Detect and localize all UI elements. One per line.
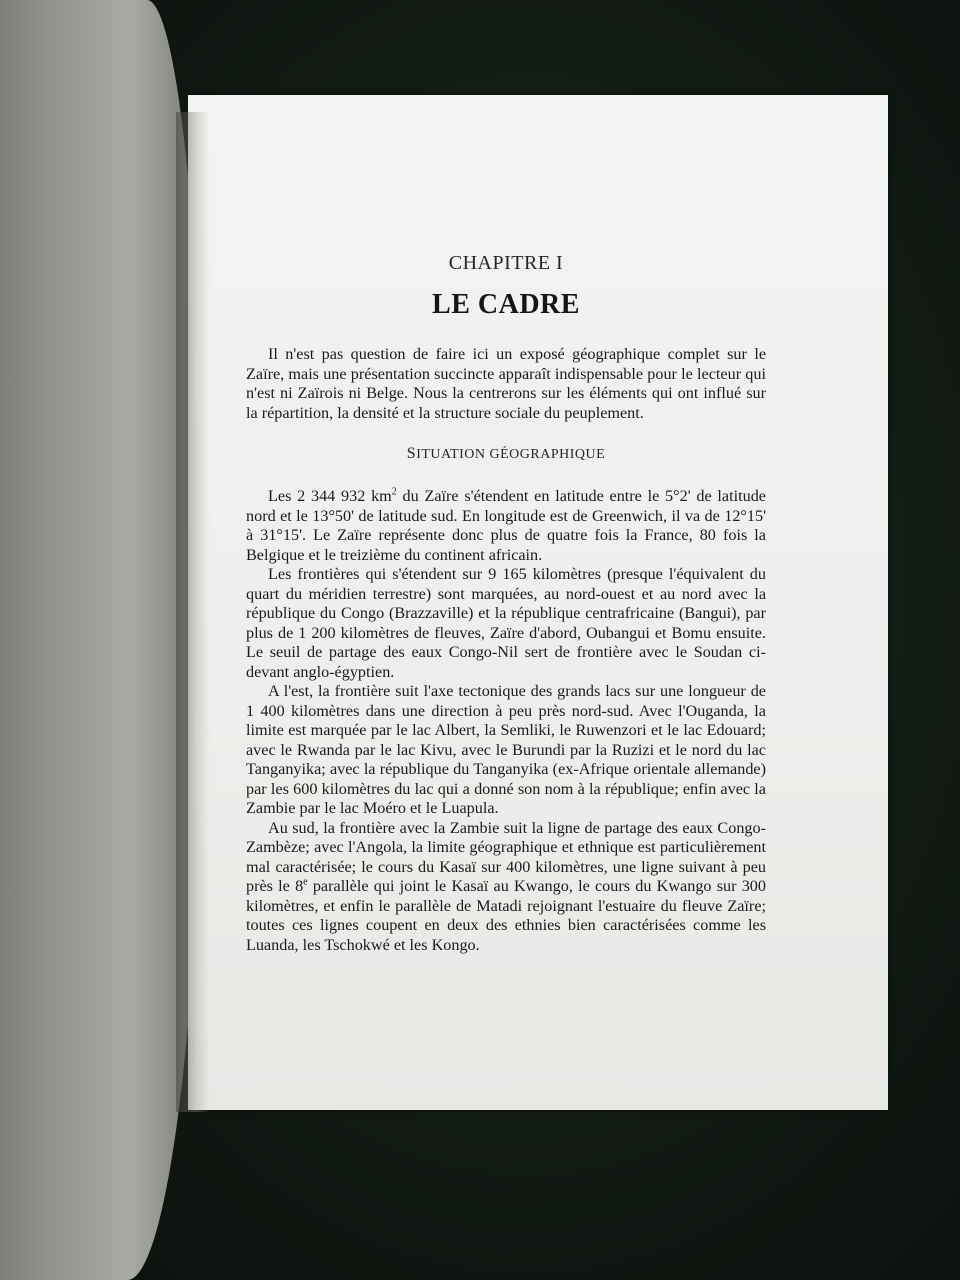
intro-paragraph: Il n'est pas question de faire ici un exposé géographique complet sur le Zaïre, mais une présentation succincte apparaît indispensable pour le lecteur qui n'est ni Zaïrois ni Belge. Nous la centrerons sur les éléments qui ont influé sur la répartition, la densité et la structure sociale du peuplement. (246, 345, 766, 422)
chapter-label: CHAPITRE I (448, 252, 564, 274)
book-gutter-shadow (176, 112, 210, 1112)
paragraph-borders-north: Les frontières qui s'étendent sur 9 165 kilomètres (presque l'équivalent du quart du méridien terrestre) sont marquées, au nord-ouest et au nord avec la république du Congo (Brazzaville) et la république centrafricaine (Bangui), par plus de 1 200 kilomètres de fleuves, Zaïre d'abord, Oubangui et Bomu ensuite. Le seuil de partage des eaux Congo-Nil sert de frontière avec le Soudan ci-devant anglo-égyptien. (246, 565, 766, 681)
paragraph-borders-south-superscript: e (303, 876, 308, 888)
paragraph-borders-south (246, 819, 766, 956)
paragraph-borders-south-end: parallèle qui joint le Kasaï au Kwango, le cours du Kwango sur 300 kilomètres, et enfin le parallèle de Matadi rejoignant l'estuaire du fleuve Zaïre; toutes ces lignes coupent en deux des ethnies bien caractérisées comme les Luanda, les Tschokwé et les Kongo. (246, 877, 766, 954)
paragraph-area (246, 487, 766, 565)
paragraph-area-end: du Zaïre s'étendent en latitude entre le 5°2' de latitude nord et le 13°50' de latitude sud. En longitude est de Greenwich, il va de 12°15' à 31°15'. Le Zaïre représente donc plus de quatre fois la France, 80 fois la Belgique et le treizième du continent africain. (246, 487, 766, 564)
paragraph-area-superscript: 2 (391, 486, 397, 498)
left-page-edge (0, 0, 205, 1280)
section-heading-initial: S (406, 445, 417, 462)
chapter-title: LE CADRE (432, 289, 580, 320)
section-heading-rest: ITUATION GÉOGRAPHIQUE (416, 447, 606, 462)
paragraph-area-start: Les 2 344 932 km (268, 487, 392, 505)
page-text (246, 240, 766, 955)
section-heading (246, 445, 766, 463)
paragraph-borders-east: A l'est, la frontière suit l'axe tectonique des grands lacs sur une longueur de 1 400 kilomètres dans une direction à peu près nord-sud. Avec l'Ouganda, la limite est marquée par le lac Albert, la Semliki, le Ruwenzori et le lac Edouard; avec le Rwanda par le lac Kivu, avec le Burundi par la Ruzizi et le nord du lac Tanganyika; avec la république du Tanganyika (ex-Afrique orientale allemande) par les 600 kilomètres du lac qui a donné son nom à la république; enfin avec la Zambie par le lac Moéro et le Luapula. (246, 682, 766, 817)
paragraph-borders-south-start: Au sud, la frontière avec la Zambie suit la ligne de partage des eaux Congo-Zambèze; avec l'Angola, la limite géographique et ethnique est particulièrement mal caractérisée; le cours du Kasaï sur 400 kilomètres, une ligne suivant à peu près le 8 (246, 818, 766, 895)
